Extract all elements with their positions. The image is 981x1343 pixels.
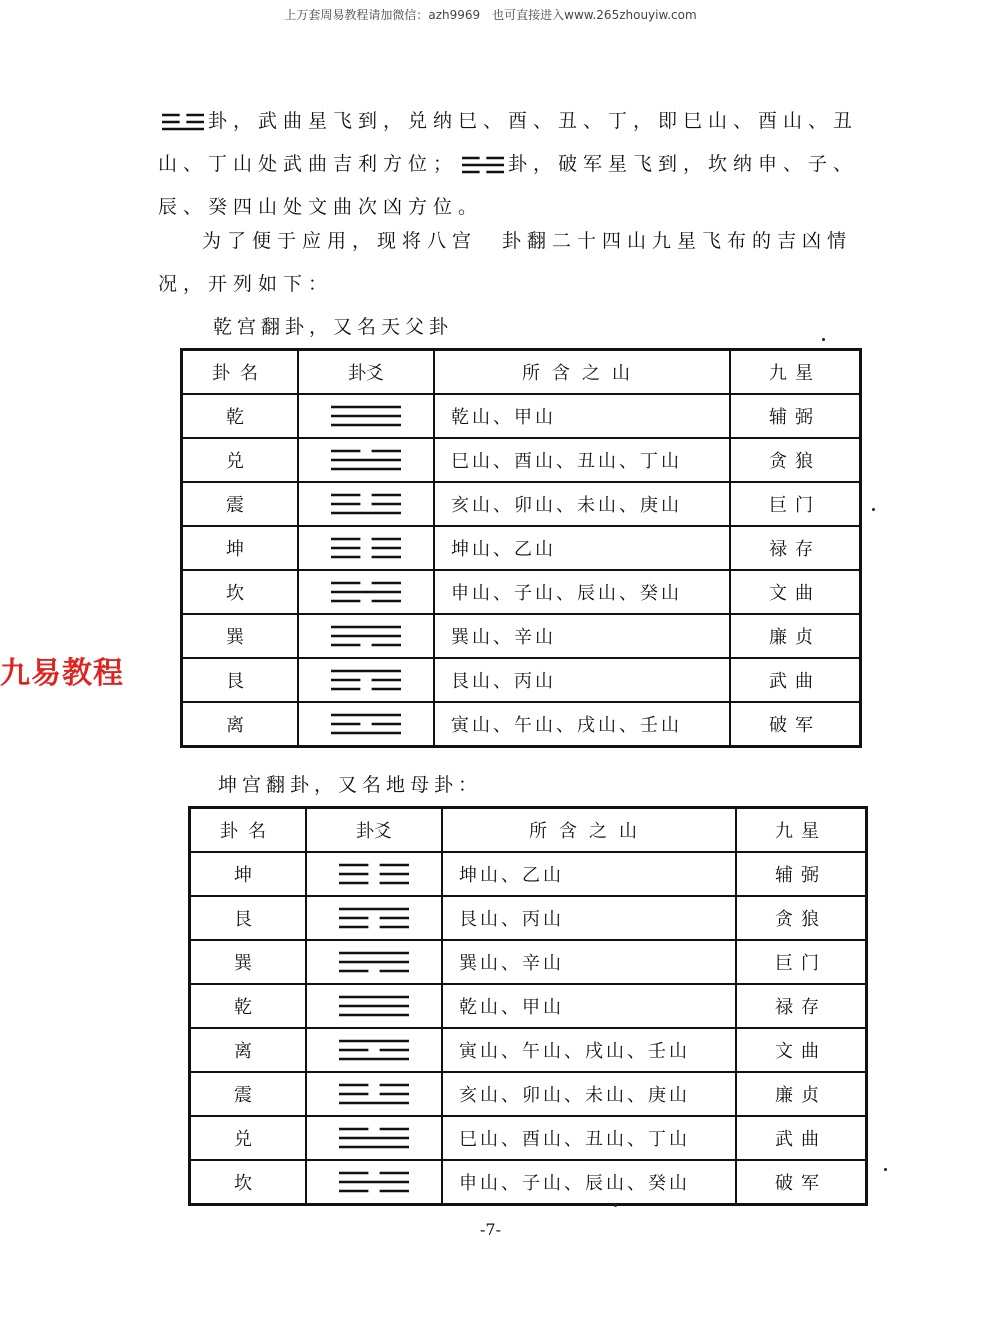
table-row: [190, 1072, 867, 1116]
gua-name: 巽: [182, 614, 299, 658]
gua-yao-cell: [298, 702, 434, 747]
gua-yao-cell: [306, 852, 442, 896]
mountains: 艮山、丙山: [434, 658, 730, 702]
trigram-icon: [339, 950, 409, 974]
table-row: [182, 438, 861, 482]
gua-name: 艮: [182, 658, 299, 702]
paragraph-2: 为了便于应用，现将八宫 卦翻二十四山九星飞布的吉凶情况，开列如下：: [158, 230, 853, 295]
trigram-icon: [162, 112, 204, 132]
mountains: 巽山、辛山: [442, 940, 736, 984]
mountains: 巳山、酉山、丑山、丁山: [442, 1116, 736, 1160]
table-row: [182, 614, 861, 658]
nine-star: 巨门: [730, 482, 861, 526]
table-row: [190, 1160, 867, 1205]
trigram-icon: [331, 668, 401, 692]
trigram-icon: [331, 536, 401, 560]
nine-star: 廉贞: [730, 614, 861, 658]
trigram-icon: [331, 448, 401, 472]
nine-star: 辅弼: [730, 394, 861, 438]
gua-yao-cell: [298, 614, 434, 658]
nine-star: 禄存: [730, 526, 861, 570]
header-gua-name: 卦名: [190, 808, 307, 853]
mountains: 乾山、甲山: [442, 984, 736, 1028]
mountains: 巽山、辛山: [434, 614, 730, 658]
gua-yao-cell: [306, 1116, 442, 1160]
header-gua-yao: 卦爻: [298, 350, 434, 395]
gua-name: 坤: [190, 852, 307, 896]
header-gua-yao: 卦爻: [306, 808, 442, 853]
watermark-logo: 九易教程: [0, 656, 124, 691]
table-row: [190, 1116, 867, 1160]
gua-name: 离: [182, 702, 299, 747]
trigram-icon: [339, 994, 409, 1018]
gua-yao-cell: [298, 394, 434, 438]
table-row: [182, 658, 861, 702]
trigram-icon: [339, 1038, 409, 1062]
paragraph-1-part-2: 卦，破军星飞到，坎纳申、子、辰、癸四山处文曲次凶方位。: [158, 153, 859, 218]
mountains: 寅山、午山、戌山、壬山: [442, 1028, 736, 1072]
gua-name: 坎: [182, 570, 299, 614]
trigram-icon: [339, 1170, 409, 1194]
gua-name: 震: [182, 482, 299, 526]
mountains: 艮山、丙山: [442, 896, 736, 940]
trigram-icon: [331, 580, 401, 604]
mountains: 亥山、卯山、未山、庚山: [434, 482, 730, 526]
kun-palace-table: [188, 806, 868, 1206]
gua-name: 坎: [190, 1160, 307, 1205]
gua-yao-cell: [306, 940, 442, 984]
mountains: 乾山、甲山: [434, 394, 730, 438]
trigram-icon: [331, 624, 401, 648]
gua-name: 乾: [182, 394, 299, 438]
nine-star: 文曲: [730, 570, 861, 614]
table-row: [190, 1028, 867, 1072]
mountains: 坤山、乙山: [442, 852, 736, 896]
gua-name: 艮: [190, 896, 307, 940]
trigram-icon: [339, 862, 409, 886]
nine-star: 文曲: [736, 1028, 867, 1072]
table-2-title: 坤宫翻卦，又名地母卦：: [218, 774, 483, 796]
page-number: -7-: [480, 1220, 501, 1239]
paragraph-1: [158, 100, 868, 229]
table-header-row: [190, 808, 867, 853]
trigram-icon: [462, 155, 504, 175]
gua-name: 坤: [182, 526, 299, 570]
gua-yao-cell: [298, 438, 434, 482]
nine-star: 禄存: [736, 984, 867, 1028]
table-row: [182, 570, 861, 614]
header-nine-star: 九星: [730, 350, 861, 395]
trigram-icon: [339, 906, 409, 930]
nine-star: 贪狼: [736, 896, 867, 940]
nine-star: 武曲: [730, 658, 861, 702]
header-gua-name: 卦名: [182, 350, 299, 395]
gua-name: 兑: [182, 438, 299, 482]
gua-yao-cell: [306, 1072, 442, 1116]
table-row: [182, 394, 861, 438]
nine-star: 辅弼: [736, 852, 867, 896]
gua-yao-cell: [306, 896, 442, 940]
table-1-title: 乾宫翻卦，又名天父卦: [213, 316, 454, 338]
scan-speck: [872, 508, 875, 511]
gua-name: 兑: [190, 1116, 307, 1160]
scan-speck: [884, 1168, 887, 1171]
mountains: 申山、子山、辰山、癸山: [434, 570, 730, 614]
page-header-ad: 上万套周易教程请加微信：azh9969 也可直接进入www.265zhouyiw.com: [284, 8, 697, 22]
trigram-icon: [331, 712, 401, 736]
nine-star: 破军: [736, 1160, 867, 1205]
mountains: 申山、子山、辰山、癸山: [442, 1160, 736, 1205]
nine-star: 贪狼: [730, 438, 861, 482]
gua-name: 震: [190, 1072, 307, 1116]
table-header-row: [182, 350, 861, 395]
gua-yao-cell: [298, 658, 434, 702]
qian-palace-table: [180, 348, 862, 748]
header-mountains: 所含之山: [442, 808, 736, 853]
header-mountains: 所含之山: [434, 350, 730, 395]
paragraph-1-part-1: 卦，武曲星飞到，兑纳巳、酉、丑、丁，即巳山、酉山、丑山、丁山处武曲吉利方位；: [158, 110, 859, 175]
gua-name: 离: [190, 1028, 307, 1072]
gua-name: 乾: [190, 984, 307, 1028]
table-row: [190, 852, 867, 896]
table-row: [190, 896, 867, 940]
gua-yao-cell: [298, 482, 434, 526]
table-row: [190, 940, 867, 984]
trigram-icon: [331, 404, 401, 428]
nine-star: 巨门: [736, 940, 867, 984]
trigram-icon: [339, 1126, 409, 1150]
gua-yao-cell: [306, 984, 442, 1028]
table-row: [190, 984, 867, 1028]
trigram-icon: [339, 1082, 409, 1106]
header-nine-star: 九星: [736, 808, 867, 853]
gua-yao-cell: [306, 1028, 442, 1072]
table-row: [182, 702, 861, 747]
scan-speck: [822, 338, 825, 341]
nine-star: 武曲: [736, 1116, 867, 1160]
mountains: 巳山、酉山、丑山、丁山: [434, 438, 730, 482]
trigram-icon: [331, 492, 401, 516]
nine-star: 廉贞: [736, 1072, 867, 1116]
mountains: 寅山、午山、戌山、壬山: [434, 702, 730, 747]
table-row: [182, 526, 861, 570]
gua-name: 巽: [190, 940, 307, 984]
nine-star: 破军: [730, 702, 861, 747]
mountains: 亥山、卯山、未山、庚山: [442, 1072, 736, 1116]
mountains: 坤山、乙山: [434, 526, 730, 570]
gua-yao-cell: [298, 526, 434, 570]
scan-speck: [614, 1204, 617, 1207]
table-row: [182, 482, 861, 526]
gua-yao-cell: [298, 570, 434, 614]
gua-yao-cell: [306, 1160, 442, 1205]
